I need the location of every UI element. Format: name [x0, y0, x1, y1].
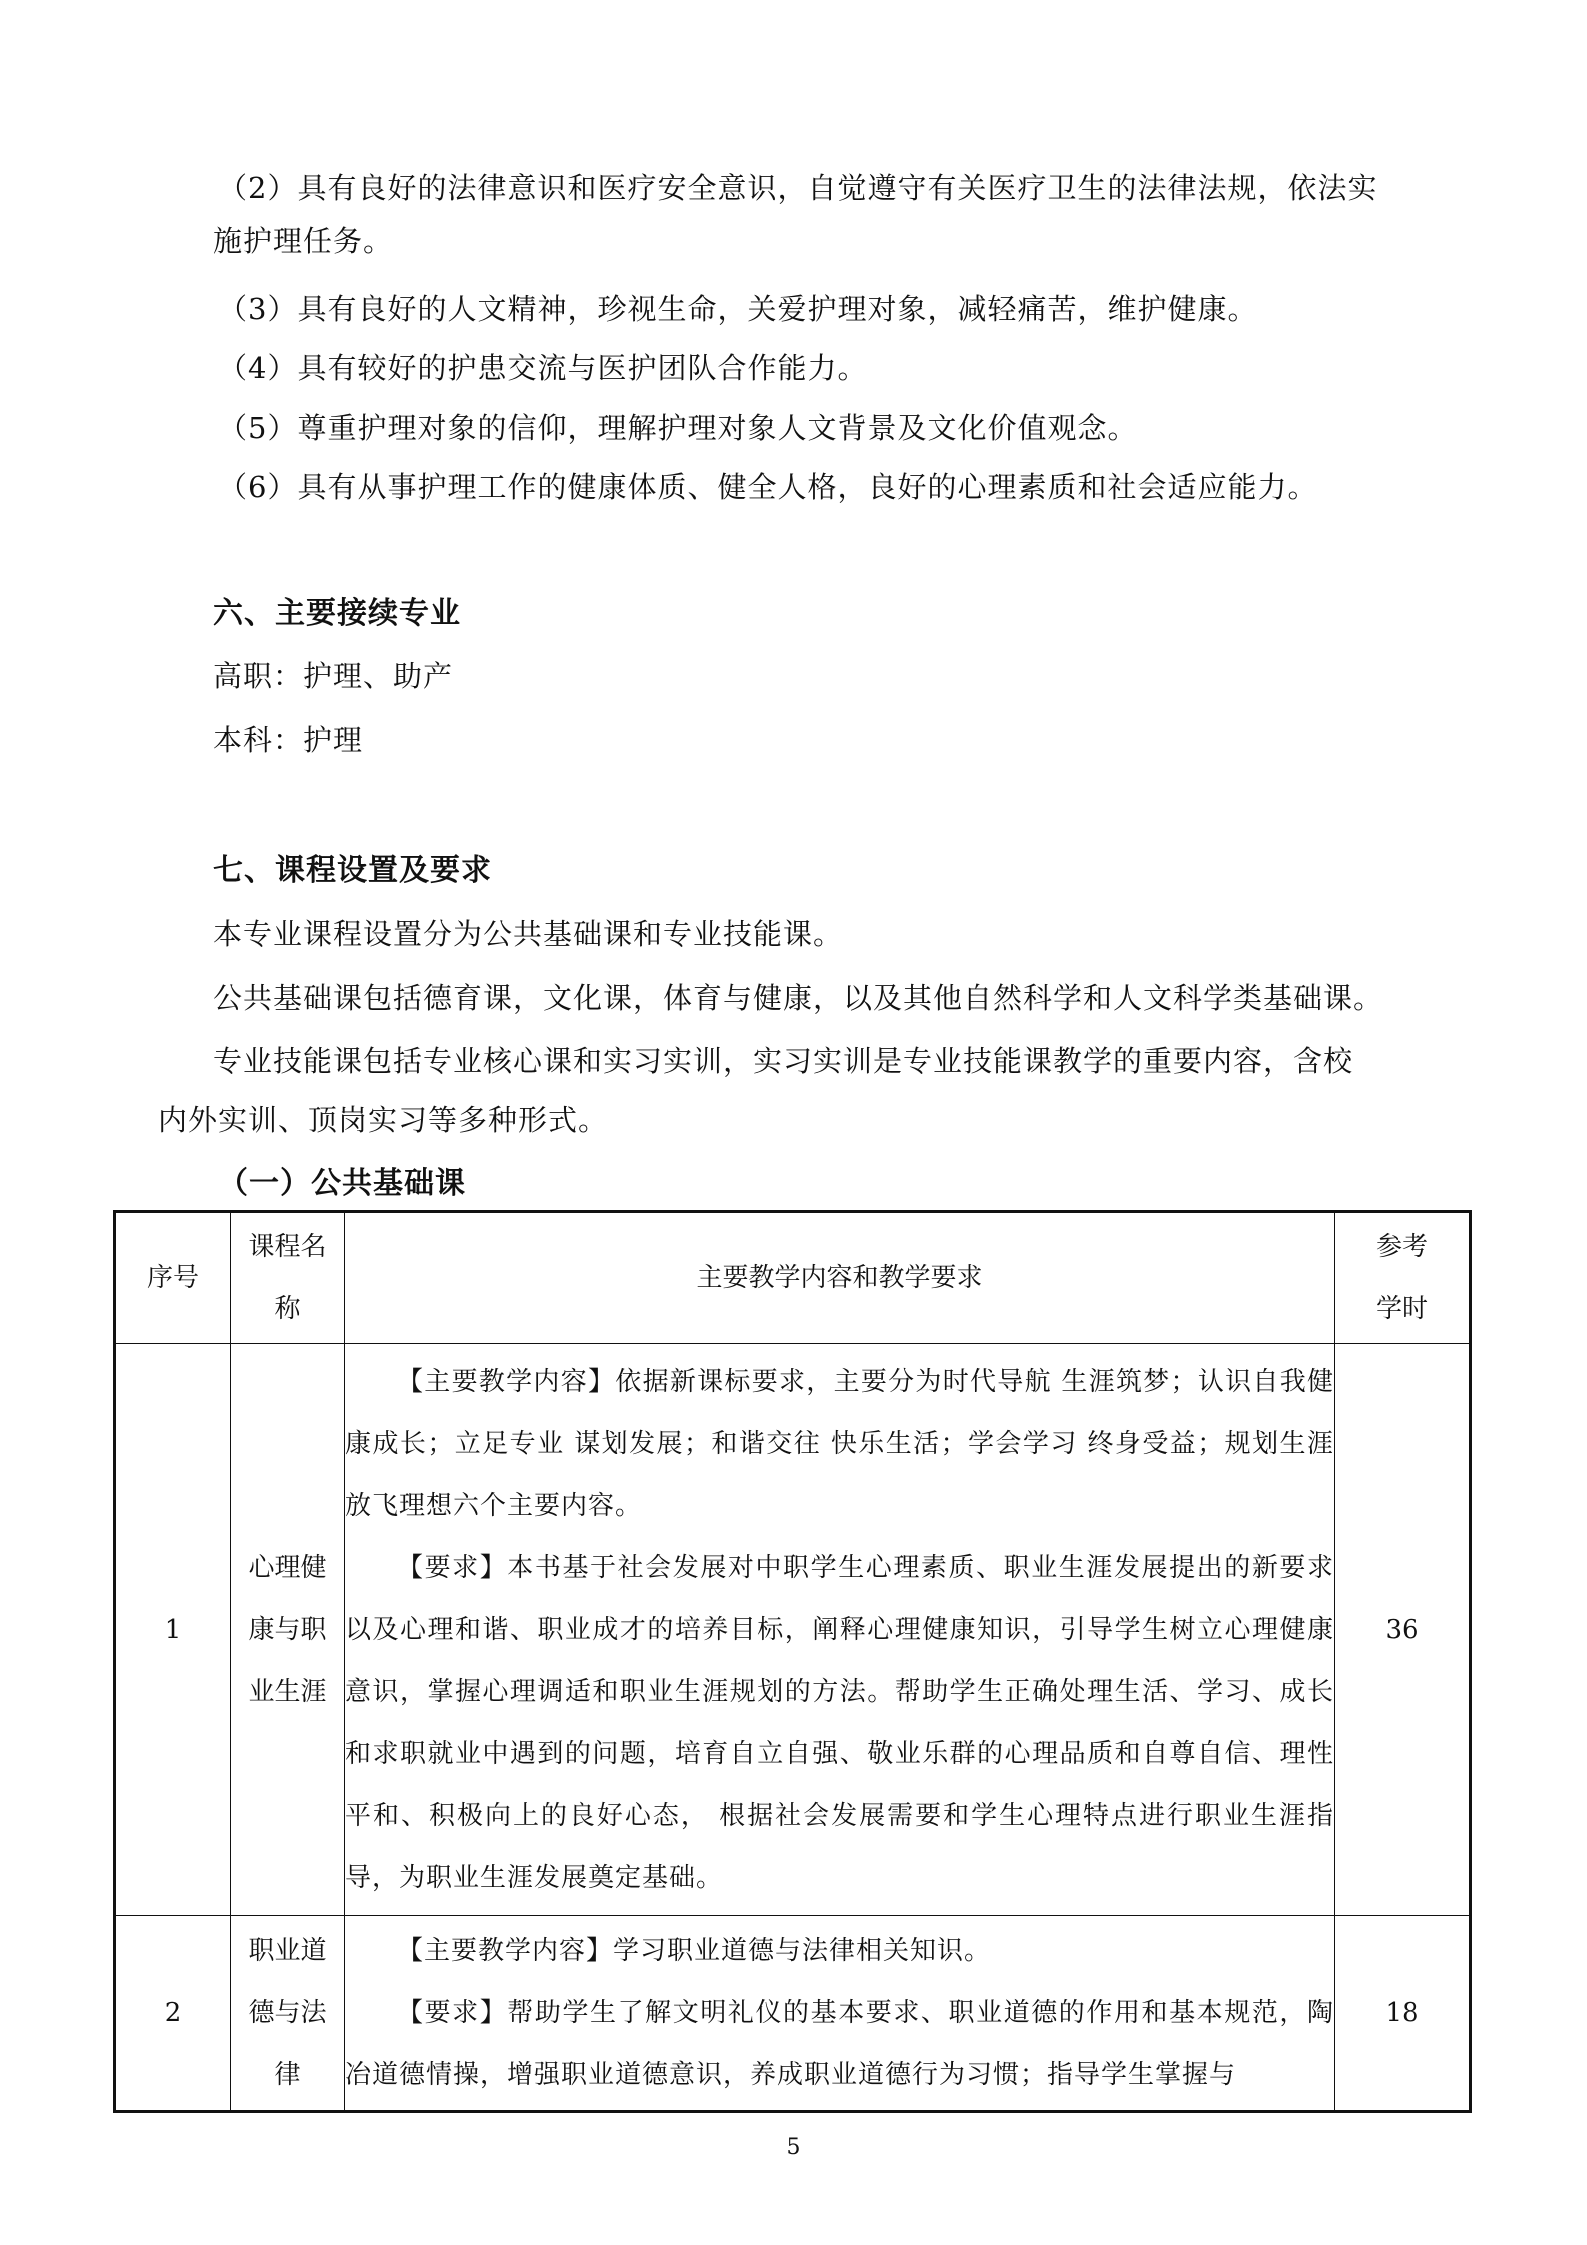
- row-course-name-line: 康与职: [248, 1614, 327, 1645]
- header-course-name: [231, 1212, 345, 1344]
- section7-heading: 七、课程设置及要求: [213, 853, 492, 888]
- section7-line-2: 公共基础课包括德育课，文化课，体育与健康，以及其他自然科学和人文科学类基础课。: [213, 981, 1384, 1015]
- page-number: 5: [786, 2135, 801, 2160]
- row-content: [345, 1916, 1335, 2112]
- row-course-name-line: 心理健: [248, 1552, 327, 1583]
- section7-line-3: 专业技能课包括专业核心课和实习实训，实习实训是专业技能课教学的重要内容，含校: [213, 1044, 1354, 1078]
- section7-line-1: 本专业课程设置分为公共基础课和专业技能课。: [213, 917, 844, 951]
- row-hours: 36: [1335, 1344, 1471, 1916]
- content-requirements: 【要求】帮助学生了解文明礼仪的基本要求、职业道德的作用和基本规范，陶冶道德情操，增强职业道德意识，养成职业道德行为习惯；指导学生掌握与: [345, 1998, 1334, 2090]
- paragraph-item-6: （6）具有从事护理工作的健康体质、健全人格，良好的心理素质和社会适应能力。: [218, 470, 1318, 504]
- row-no: 2: [115, 1916, 231, 2112]
- row-course-name-line: 业生涯: [248, 1676, 327, 1707]
- table-header-row: [115, 1212, 1471, 1344]
- section7-subheading: （一）公共基础课: [218, 1166, 466, 1201]
- header-course-name-line: 称: [274, 1294, 301, 1324]
- row-course-name-line: 德与法: [248, 1998, 327, 2028]
- content-main-teaching: 【主要教学内容】依据新课标要求，主要分为时代导航 生涯筑梦；认识自我健康成长；立足专业 谋划发展；和谐交往 快乐生活；学会学习 终身受益；规划生涯 放飞理想六个主要内容。: [345, 1366, 1334, 1521]
- header-content: 主要教学内容和教学要求: [345, 1212, 1335, 1344]
- row-no: 1: [115, 1344, 231, 1916]
- section6-heading: 六、主要接续专业: [213, 596, 461, 631]
- row-course-name-line: 职业道: [248, 1936, 327, 1966]
- paragraph-item-2-line1: （2）具有良好的法律意识和医疗安全意识，自觉遵守有关医疗卫生的法律法规，依法实: [218, 171, 1378, 205]
- course-table: [113, 1210, 1472, 2113]
- paragraph-item-4: （4）具有较好的护患交流与医护团队合作能力。: [218, 351, 868, 385]
- header-hours-line: 参考: [1375, 1232, 1428, 1262]
- table-row: [115, 1916, 1471, 2112]
- row-hours: 18: [1335, 1916, 1471, 2112]
- row-course-name-line: 律: [274, 2060, 301, 2090]
- paragraph-item-3: （3）具有良好的人文精神，珍视生命，关爱护理对象，减轻痛苦，维护健康。: [218, 292, 1258, 326]
- section7-line-4: 内外实训、顶岗实习等多种形式。: [158, 1103, 609, 1137]
- section6-line-undergraduate: 本科：护理: [213, 723, 364, 757]
- paragraph-item-2-line2: 施护理任务。: [213, 224, 394, 258]
- content-main-teaching: 【主要教学内容】学习职业道德与法律相关知识。: [397, 1936, 992, 1966]
- content-requirements: 【要求】本书基于社会发展对中职学生心理素质、职业生涯发展提出的新要求以及心理和谐、职业成才的培养目标，阐释心理健康知识，引导学生树立心理健康意识，掌握心理调适和职业生涯规划的方法。帮助学生正确处理生活、学习、成长和求职就业中遇到的问题，培育自立自强、敬业乐群的心理品质和自尊自信、理性平和、积极向上的良好心态， 根据社会发展需要和学生心理特点进行职业生涯指导，为职业生涯发展奠定基础。: [345, 1552, 1334, 1893]
- header-no: 序号: [115, 1212, 231, 1344]
- section6-line-higher-vocational: 高职：护理、助产: [213, 659, 454, 693]
- table-row: [115, 1344, 1471, 1916]
- row-course-name: [231, 1344, 345, 1916]
- row-content: [345, 1344, 1335, 1916]
- row-course-name: [231, 1916, 345, 2112]
- header-hours-line: 学时: [1375, 1294, 1428, 1324]
- paragraph-item-5: （5）尊重护理对象的信仰，理解护理对象人文背景及文化价值观念。: [218, 411, 1138, 445]
- header-hours: [1335, 1212, 1471, 1344]
- header-course-name-line: 课程名: [248, 1232, 327, 1262]
